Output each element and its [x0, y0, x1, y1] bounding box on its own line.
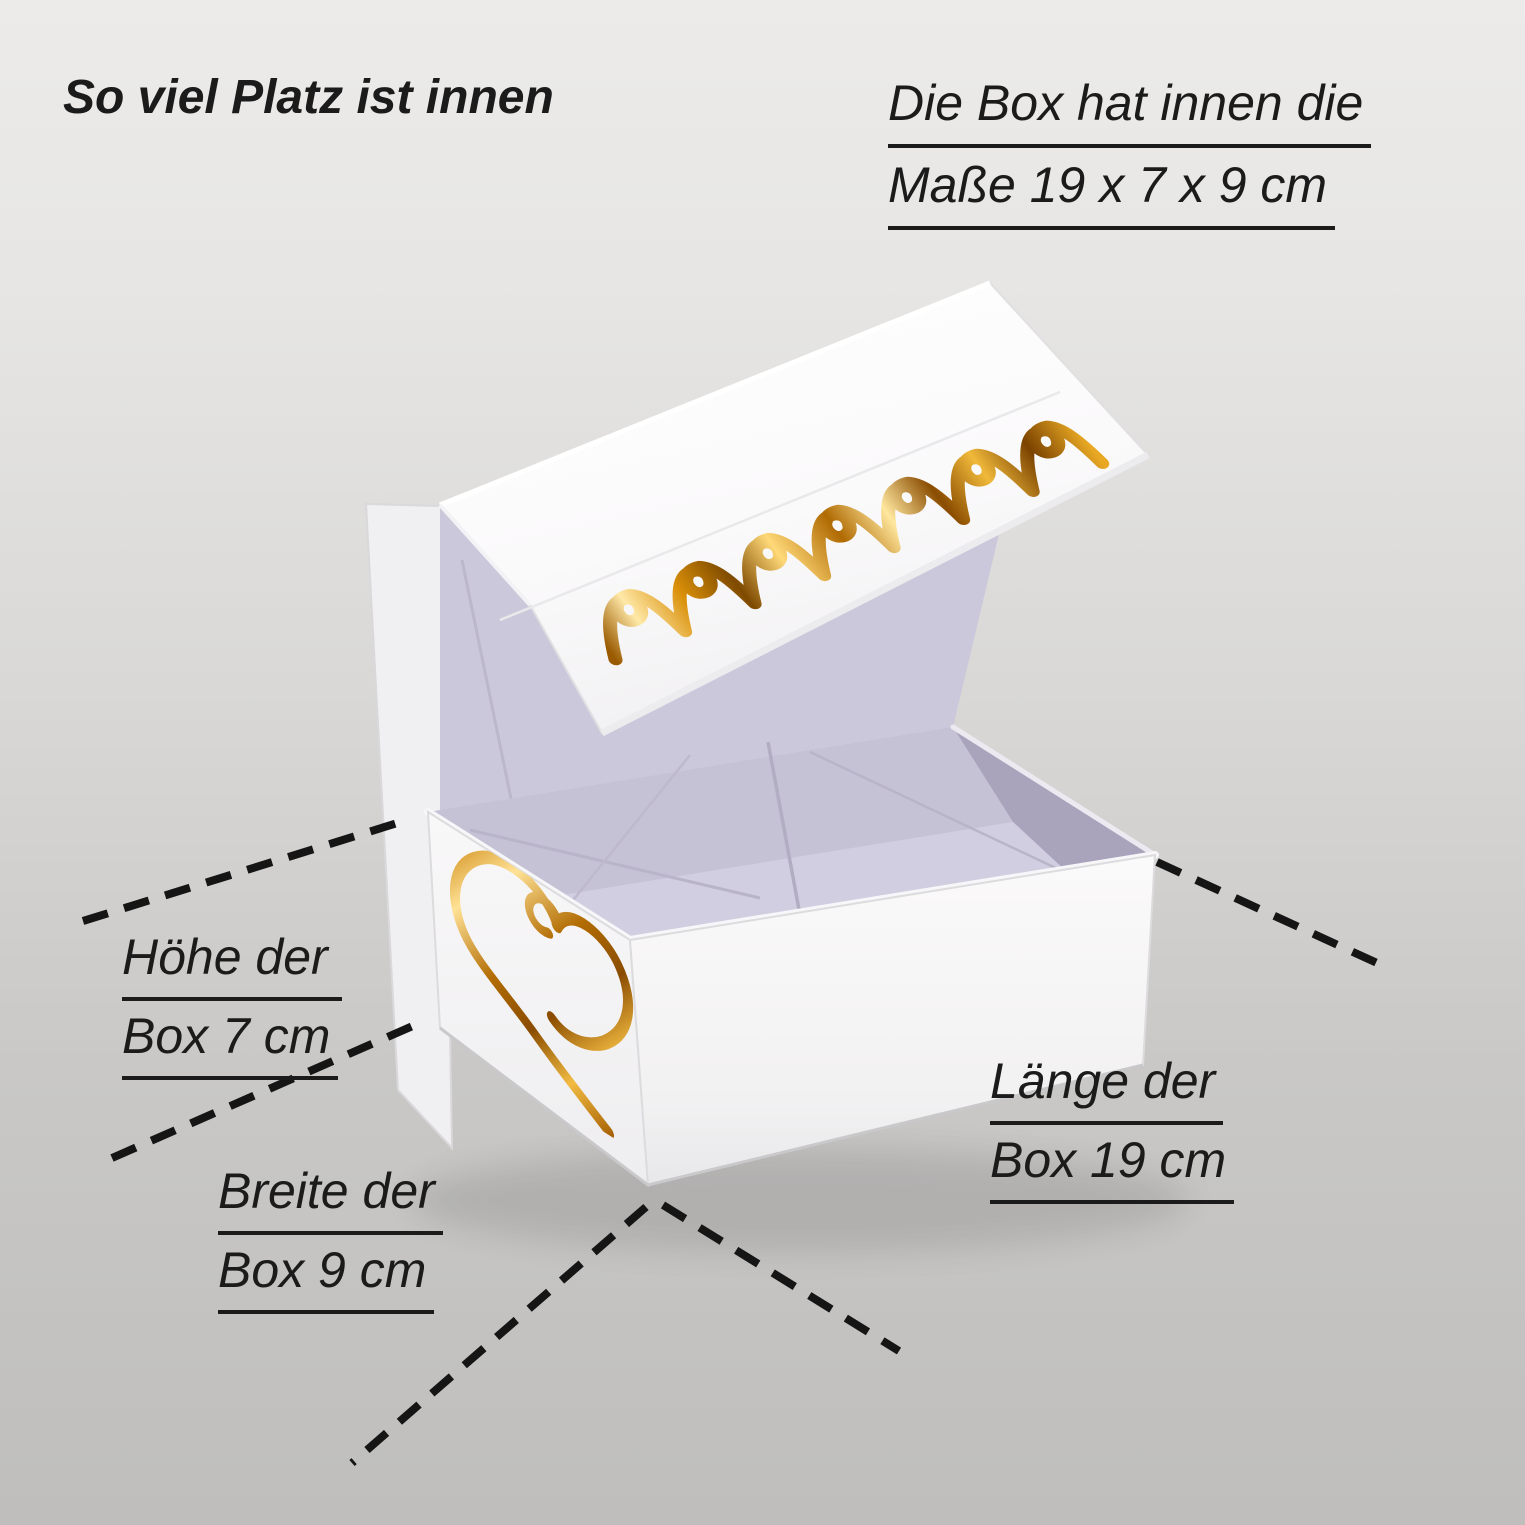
note-line-2: Maße 19 x 7 x 9 cm	[888, 148, 1335, 230]
width-label-line-1: Breite der	[218, 1156, 443, 1235]
dash-height-top	[83, 820, 407, 921]
length-label-line-1: Länge der	[990, 1046, 1223, 1125]
width-label	[218, 1156, 443, 1314]
note-line-1: Die Box hat innen die	[888, 66, 1371, 148]
dash-length-rear	[1157, 862, 1377, 963]
height-label-line-1: Höhe der	[122, 922, 342, 1001]
width-label-line-2: Box 9 cm	[218, 1235, 434, 1314]
length-label	[990, 1046, 1234, 1204]
length-label-line-2: Box 19 cm	[990, 1125, 1234, 1204]
inner-dimensions-note	[888, 66, 1371, 230]
height-label	[122, 922, 342, 1080]
height-label-line-2: Box 7 cm	[122, 1001, 338, 1080]
page-title: So viel Platz ist innen	[63, 71, 554, 124]
